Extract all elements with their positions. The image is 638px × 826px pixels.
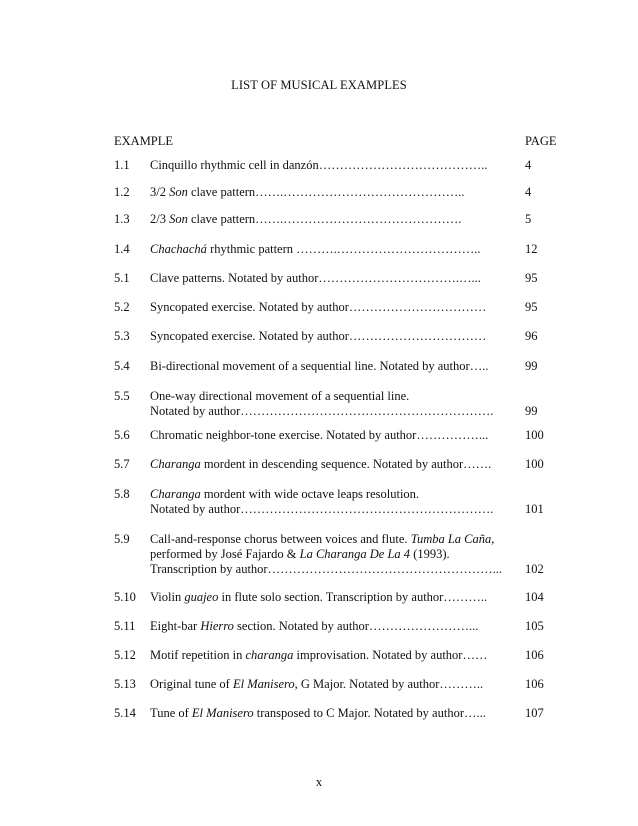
example-page-number: 99 xyxy=(525,359,538,373)
caption-text: El Manisero xyxy=(232,677,295,691)
caption-text: 2/3 xyxy=(150,212,170,226)
caption-text: mordent in descending sequence. Notated by author……. xyxy=(200,457,492,471)
example-caption xyxy=(150,271,515,286)
caption-text: 3/2 xyxy=(150,185,170,199)
example-page-number: 4 xyxy=(525,185,532,199)
caption-text: Chachachá xyxy=(150,242,207,256)
caption-text: One-way directional movement of a sequential line. xyxy=(150,389,410,403)
example-caption xyxy=(150,158,515,173)
example-number: 5.8 xyxy=(114,487,130,501)
caption-text: improvisation. Notated by author…… xyxy=(293,648,488,662)
caption-line xyxy=(150,648,515,663)
caption-line xyxy=(150,547,515,562)
caption-text: in flute solo section. Transcription by author……….. xyxy=(218,590,488,604)
example-column-header: EXAMPLE xyxy=(114,134,174,148)
example-number: 5.4 xyxy=(114,359,130,373)
example-caption xyxy=(150,590,515,605)
example-caption xyxy=(150,389,515,419)
caption-text: Tune of xyxy=(150,706,192,720)
caption-line xyxy=(150,271,515,286)
caption-text: , G Major. Notated by author……….. xyxy=(294,677,484,691)
caption-line xyxy=(150,487,515,502)
example-page-number: 96 xyxy=(525,329,538,343)
example-number: 5.11 xyxy=(114,619,136,633)
example-caption xyxy=(150,329,515,344)
example-page-number: 101 xyxy=(525,502,544,516)
caption-text: Original tune of xyxy=(150,677,233,691)
example-page-number: 100 xyxy=(525,457,544,471)
caption-text: Son xyxy=(169,212,188,226)
example-page-number: 5 xyxy=(525,212,532,226)
example-caption xyxy=(150,619,515,634)
example-page-number: 4 xyxy=(525,158,532,172)
caption-text: Bi-directional movement of a sequential line. Notated by author….. xyxy=(150,359,489,373)
caption-line xyxy=(150,158,515,173)
caption-text: Violin xyxy=(150,590,185,604)
caption-text: section. Notated by author……………………... xyxy=(233,619,479,633)
example-page-number: 107 xyxy=(525,706,544,720)
example-number: 1.1 xyxy=(114,158,130,172)
caption-line xyxy=(150,502,515,517)
caption-line xyxy=(150,404,515,419)
example-number: 5.5 xyxy=(114,389,130,403)
caption-text: Call-and-response chorus between voices and flute. xyxy=(150,532,411,546)
example-number: 5.13 xyxy=(114,677,136,691)
example-caption xyxy=(150,457,515,472)
example-page-number: 100 xyxy=(525,428,544,442)
example-number: 5.10 xyxy=(114,590,136,604)
example-caption xyxy=(150,706,515,721)
caption-text: Chromatic neighbor-tone exercise. Notated by author……………... xyxy=(150,428,489,442)
example-page-number: 102 xyxy=(525,562,544,576)
example-caption xyxy=(150,677,515,692)
example-page-number: 99 xyxy=(525,404,538,418)
example-page-number: 12 xyxy=(525,242,538,256)
example-number: 1.4 xyxy=(114,242,130,256)
example-number: 5.2 xyxy=(114,300,130,314)
example-caption xyxy=(150,359,515,374)
caption-line xyxy=(150,300,515,315)
caption-text: El Manisero xyxy=(191,706,254,720)
example-number: 5.9 xyxy=(114,532,130,546)
example-caption xyxy=(150,487,515,517)
caption-text: clave pattern…….…………………………………….. xyxy=(187,185,465,199)
caption-text: transposed to C Major. Notated by author…... xyxy=(253,706,486,720)
caption-text: mordent with wide octave leaps resolution. xyxy=(200,487,420,501)
caption-text: Charanga xyxy=(150,457,201,471)
example-caption xyxy=(150,300,515,315)
caption-line xyxy=(150,428,515,443)
example-number: 1.3 xyxy=(114,212,130,226)
caption-line xyxy=(150,242,515,257)
caption-text: Syncopated exercise. Notated by author…………………………… xyxy=(150,300,487,314)
example-page-number: 95 xyxy=(525,271,538,285)
page-title: LIST OF MUSICAL EXAMPLES xyxy=(231,78,407,92)
caption-text: charanga xyxy=(245,648,294,662)
example-page-number: 106 xyxy=(525,677,544,691)
caption-text: Tumba La Caña, xyxy=(410,532,495,546)
caption-text: Charanga xyxy=(150,487,201,501)
caption-text: Hierro xyxy=(200,619,234,633)
example-caption xyxy=(150,212,515,227)
caption-line xyxy=(150,185,515,200)
caption-text: Motif repetition in xyxy=(150,648,246,662)
example-number: 5.14 xyxy=(114,706,136,720)
caption-line xyxy=(150,329,515,344)
caption-line xyxy=(150,532,515,547)
caption-line xyxy=(150,359,515,374)
caption-line xyxy=(150,562,515,577)
example-page-number: 104 xyxy=(525,590,544,604)
example-page-number: 106 xyxy=(525,648,544,662)
caption-line xyxy=(150,389,515,404)
caption-text: clave pattern…….……………………………………. xyxy=(187,212,462,226)
caption-line xyxy=(150,619,515,634)
caption-line xyxy=(150,677,515,692)
example-number: 5.12 xyxy=(114,648,136,662)
page-column-header: PAGE xyxy=(525,134,557,148)
caption-text: La Charanga De La 4 xyxy=(299,547,411,561)
caption-text: Notated by author……………………………………………………. xyxy=(150,502,494,516)
example-page-number: 95 xyxy=(525,300,538,314)
example-number: 5.6 xyxy=(114,428,130,442)
example-number: 5.7 xyxy=(114,457,130,471)
example-caption xyxy=(150,648,515,663)
caption-text: Cinquillo rhythmic cell in danzón………………………………….. xyxy=(150,158,488,172)
caption-line xyxy=(150,212,515,227)
caption-text: Clave patterns. Notated by author…………………………….…... xyxy=(150,271,481,285)
caption-line xyxy=(150,590,515,605)
example-page-number: 105 xyxy=(525,619,544,633)
example-caption xyxy=(150,242,515,257)
example-caption xyxy=(150,428,515,443)
caption-text: Notated by author……………………………………………………. xyxy=(150,404,494,418)
caption-line xyxy=(150,457,515,472)
page-number: x xyxy=(315,775,323,789)
example-number: 1.2 xyxy=(114,185,130,199)
caption-text: Son xyxy=(169,185,188,199)
example-caption xyxy=(150,532,515,577)
caption-text: rhythmic pattern ……….…………………………….. xyxy=(206,242,481,256)
caption-line xyxy=(150,706,515,721)
example-number: 5.3 xyxy=(114,329,130,343)
caption-text: Transcription by author………………………………………………... xyxy=(150,562,502,576)
caption-text: Eight-bar xyxy=(150,619,201,633)
example-number: 5.1 xyxy=(114,271,130,285)
caption-text: (1993). xyxy=(410,547,450,561)
caption-text: Syncopated exercise. Notated by author…………………………… xyxy=(150,329,487,343)
example-caption xyxy=(150,185,515,200)
caption-text: guajeo xyxy=(184,590,219,604)
caption-text: performed by José Fajardo & xyxy=(150,547,300,561)
